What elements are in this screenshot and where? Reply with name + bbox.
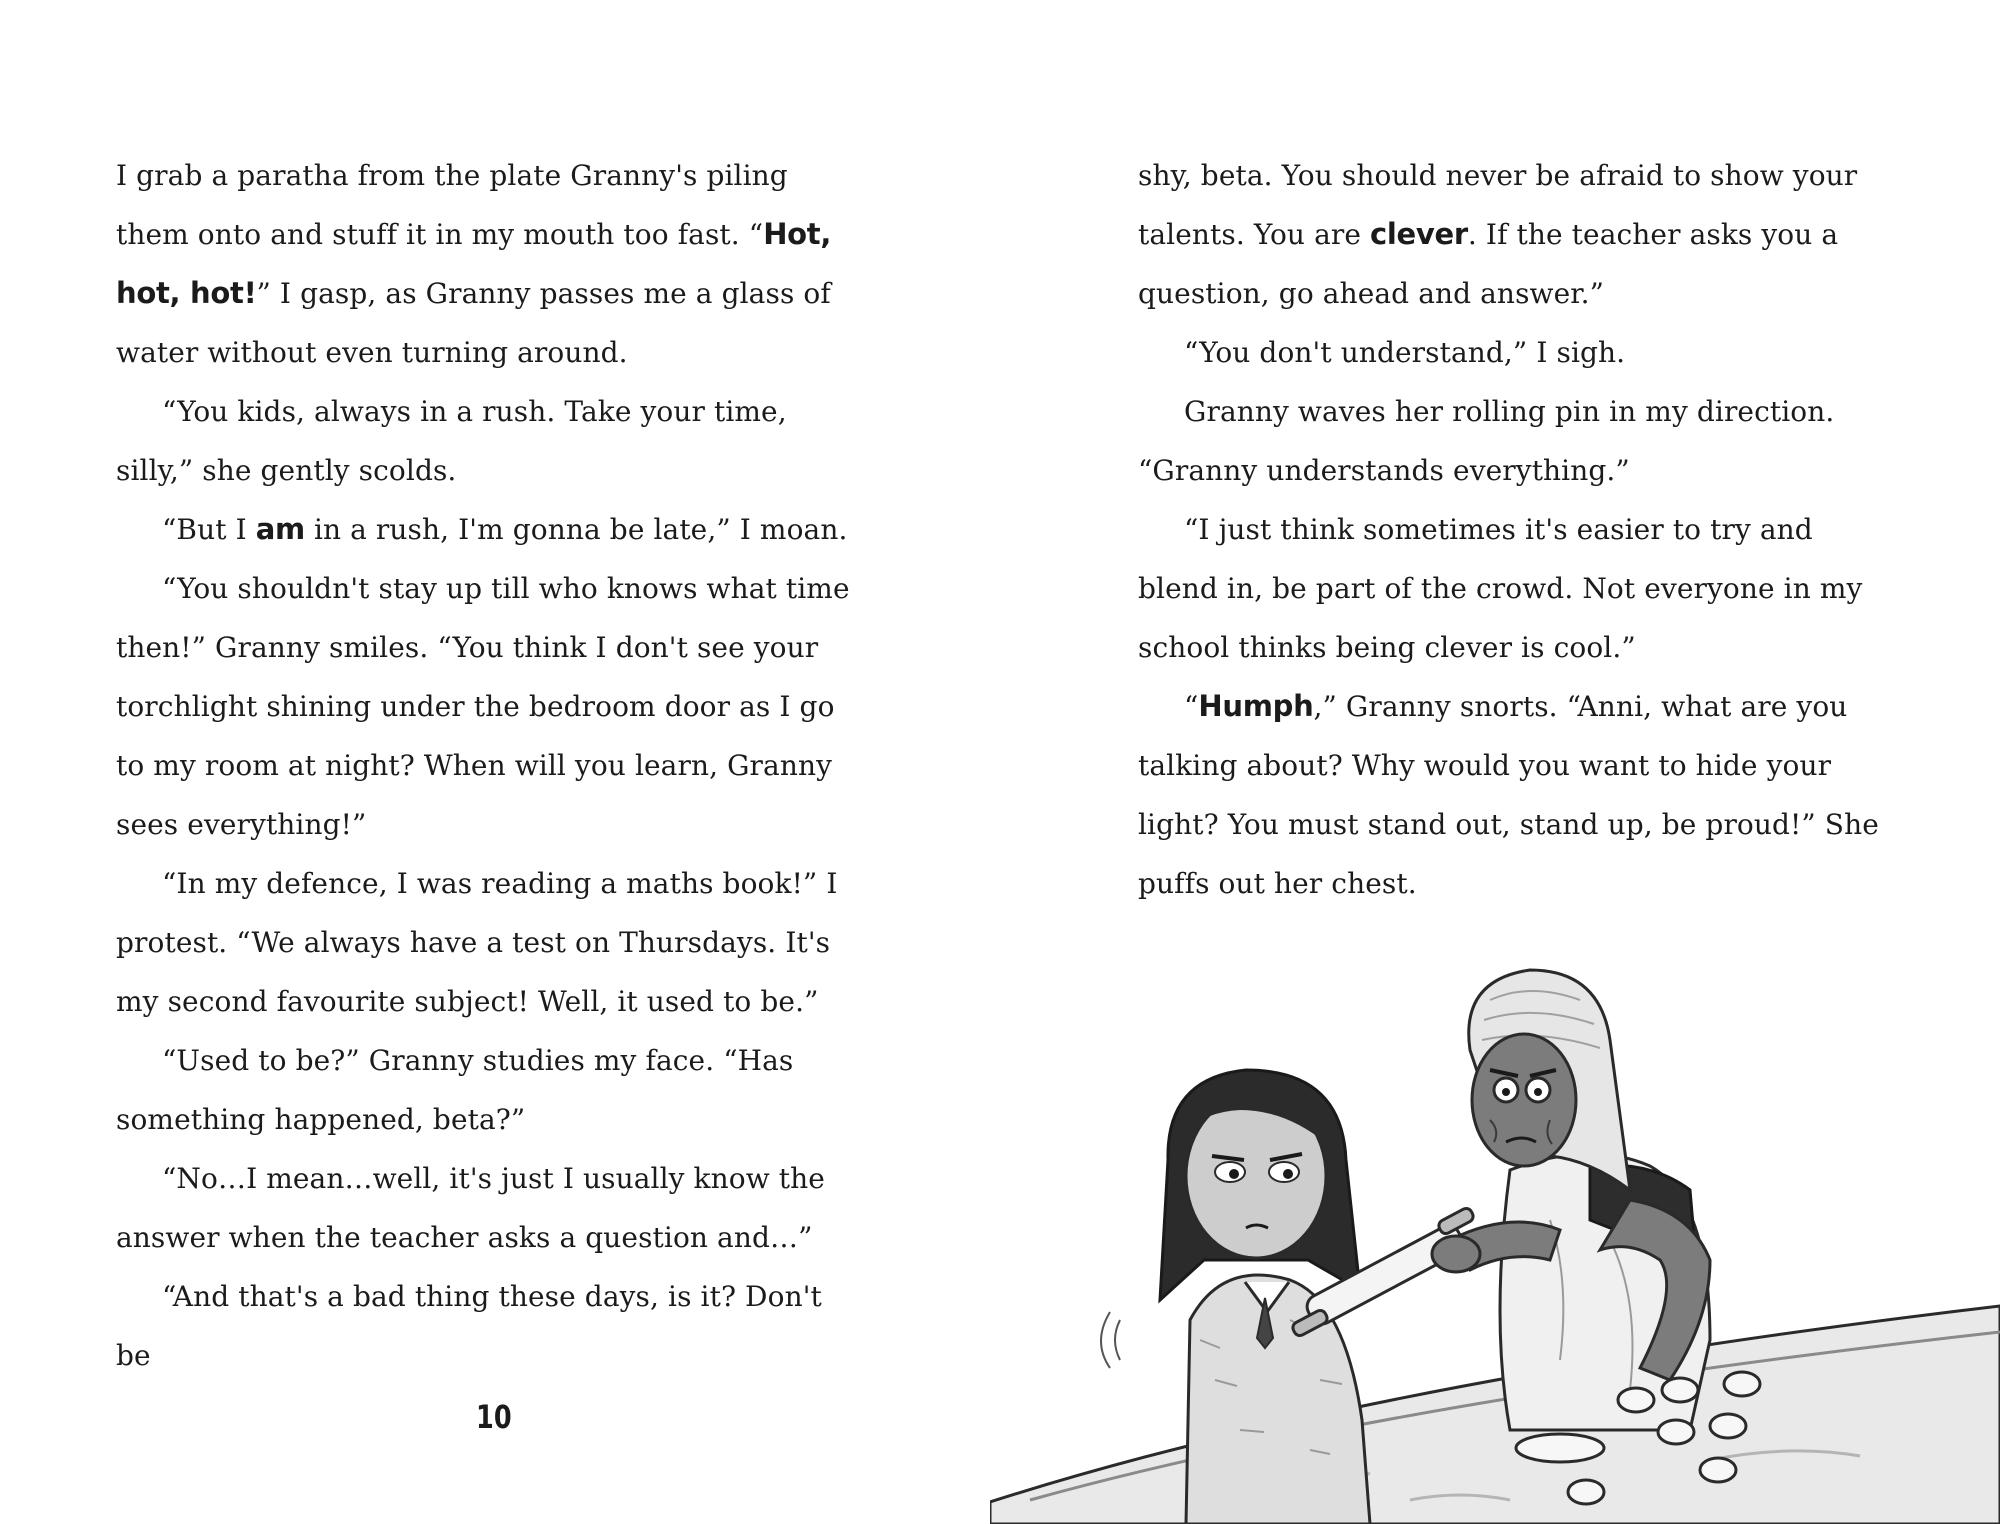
emphasis: Hot, hot, hot! bbox=[116, 217, 832, 310]
paragraph: “In my defence, I was reading a maths book!” I protest. “We always have a test on Thursdays. It's my second favourite subject! Well, it used to be.” bbox=[116, 867, 838, 1018]
paragraph: “Used to be?” Granny studies my face. “Has something happened, beta?” bbox=[116, 1044, 794, 1136]
paragraph: I grab a paratha from the plate Granny's piling them onto and stuff it in my mouth too fast. “Hot, hot, hot!” I gasp, as Granny passes me a glass of water without even turning around. bbox=[116, 159, 832, 369]
paragraph: Granny waves her rolling pin in my direction. “Granny understands everything.” bbox=[1138, 395, 1835, 487]
paragraph: “You don't understand,” I sigh. bbox=[1184, 336, 1626, 369]
paragraph: “You shouldn't stay up till who knows what time then!” Granny smiles. “You think I don't see your torchlight shining under the bedroom door as I go to my room at night? When will you learn, Granny sees everything!” bbox=[116, 572, 850, 841]
emphasis: Humph bbox=[1198, 689, 1314, 723]
counter-surface bbox=[990, 1306, 2000, 1524]
paragraph: “You kids, always in a rush. Take your time, silly,” she gently scolds. bbox=[116, 395, 787, 487]
right-text-column bbox=[1138, 146, 1898, 913]
paragraph: “Humph,” Granny snorts. “Anni, what are you talking about? Why would you want to hide your light? You must stand out, stand up, be proud!” She puffs out her chest. bbox=[1138, 689, 1879, 900]
paragraph: shy, beta. You should never be afraid to show your talents. You are clever. If the teacher asks you a question, go ahead and answer.” bbox=[1138, 159, 1858, 310]
left-text-column bbox=[116, 146, 856, 1385]
paragraph: “But I am in a rush, I'm gonna be late,” I moan. bbox=[162, 512, 848, 546]
emphasis: clever bbox=[1370, 217, 1468, 251]
paragraph: “I just think sometimes it's easier to try and blend in, be part of the crowd. Not everyone in my school thinks being clever is cool.” bbox=[1138, 513, 1863, 664]
emphasis: am bbox=[255, 512, 305, 546]
granny-face bbox=[1472, 1034, 1576, 1166]
paragraph: “And that's a bad thing these days, is it? Don't be bbox=[116, 1280, 822, 1372]
granny-and-girl-illustration bbox=[990, 960, 2000, 1524]
granny-figure bbox=[1432, 970, 1710, 1430]
paragraph: “No…I mean…well, it's just I usually know the answer when the teacher asks a question and…” bbox=[116, 1162, 825, 1254]
page-number: 10 bbox=[476, 1398, 512, 1436]
